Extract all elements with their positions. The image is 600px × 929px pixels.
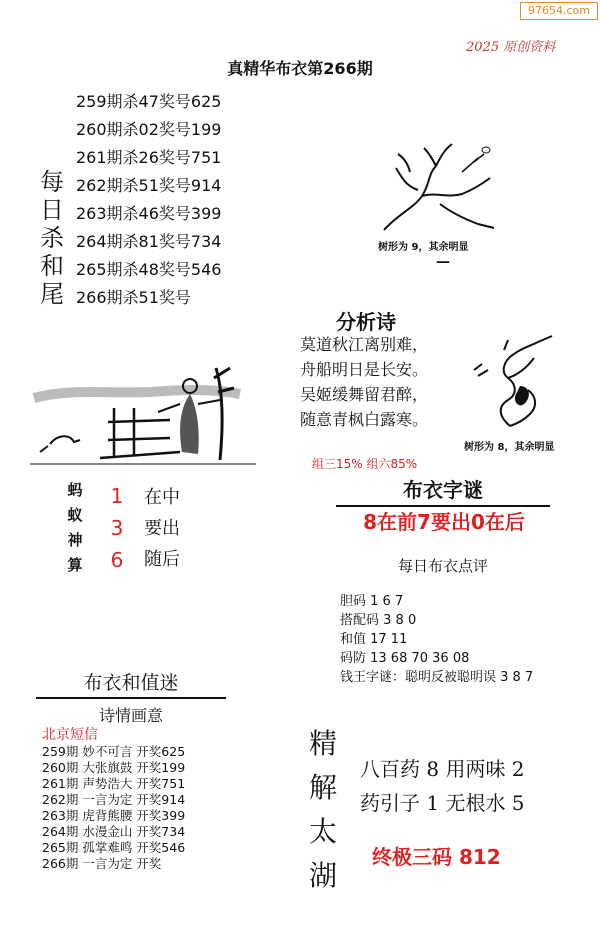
tree-sketch-1	[378, 138, 498, 234]
sms-row: 265期 孤掌难鸣 开奖546	[42, 840, 186, 855]
poem-line: 莫道秋江离别难，	[300, 335, 429, 354]
tree-caption-2: 树形为 8，其余明显	[464, 442, 555, 453]
kill-list	[76, 88, 221, 312]
side-label: 每 日 杀 和 尾	[40, 168, 64, 308]
sms-row: 262期 一言为定 开奖914	[42, 792, 186, 807]
sms-row: 264期 水漫金山 开奖734	[42, 824, 186, 839]
review-line: 钱王字谜：聪明反被聪明误 3 8 7	[340, 670, 534, 685]
poem-line: 舟船明日是长安。	[300, 360, 429, 379]
kill-row: 263期杀46奖号399	[76, 204, 222, 223]
sms-row: 259期 妙不可言 开奖625	[42, 744, 186, 759]
ant-words: 在中 要出 随后	[144, 487, 180, 570]
poem-line: 随意青枫白露寒。	[300, 410, 429, 429]
tree-caption-1: 树形为 9，其余明显	[378, 242, 469, 253]
ant-labels: 蚂 蚁 神 算	[67, 481, 83, 574]
kill-row: 262期杀51奖号914	[76, 176, 222, 195]
poem-title: 分析诗	[336, 310, 396, 334]
sms-row: 263期 虎背熊腰 开奖399	[42, 808, 186, 823]
review-title: 每日布衣点评	[397, 557, 488, 575]
poem-body	[300, 332, 428, 432]
jingjie-vertical: 精 解 太 湖	[308, 727, 337, 892]
review-line: 胆码 1 6 7	[340, 594, 404, 609]
review-line: 和值 17 11	[340, 632, 408, 647]
sms-list	[42, 744, 185, 872]
dash-mark: —	[436, 254, 450, 270]
jingjie-lines	[360, 752, 525, 820]
tree-sketch-2	[468, 330, 568, 430]
sum-riddle-subheading: 诗情画意	[98, 706, 163, 725]
kill-row: 265期杀48奖号546	[76, 260, 222, 279]
jingjie-line: 八百药 8 用两味 2	[360, 757, 525, 781]
riddle-answer: 8在前7要出0在后	[363, 510, 525, 534]
kill-row: 260期杀02奖号199	[76, 120, 222, 139]
sms-label: 北京短信	[42, 727, 98, 743]
site-badge[interactable]: 97654.com	[520, 2, 598, 20]
sms-row: 260期 大张旗鼓 开奖199	[42, 760, 186, 775]
riddle-heading: 布衣字谜	[336, 474, 550, 507]
kill-row: 266期杀51奖号	[76, 288, 191, 307]
poem-line: 吴姬缓舞留君醉，	[300, 385, 429, 404]
review-line: 搭配码 3 8 0	[340, 613, 417, 628]
final-three-codes: 终极三码 812	[372, 845, 501, 869]
page-title: 真精华布衣第266期	[227, 59, 373, 78]
sms-row: 261期 声势浩大 开奖751	[42, 776, 186, 791]
kill-row: 261期杀26奖号751	[76, 148, 222, 167]
sms-row: 266期 一言为定 开奖	[42, 856, 162, 871]
kill-row: 264期杀81奖号734	[76, 232, 222, 251]
sum-riddle-heading: 布衣和值迷	[36, 668, 226, 699]
ant-illustration	[30, 348, 256, 472]
review-line: 码防 13 68 70 36 08	[340, 651, 470, 666]
group-pct: 组三15% 组六85%	[312, 457, 418, 471]
kill-row: 259期杀47奖号625	[76, 92, 222, 111]
ant-numbers: 1 3 6	[110, 484, 124, 572]
brand-label: 2025 原创资料	[466, 40, 556, 55]
jingjie-line: 药引子 1 无根水 5	[360, 791, 525, 815]
review-list	[340, 592, 533, 687]
